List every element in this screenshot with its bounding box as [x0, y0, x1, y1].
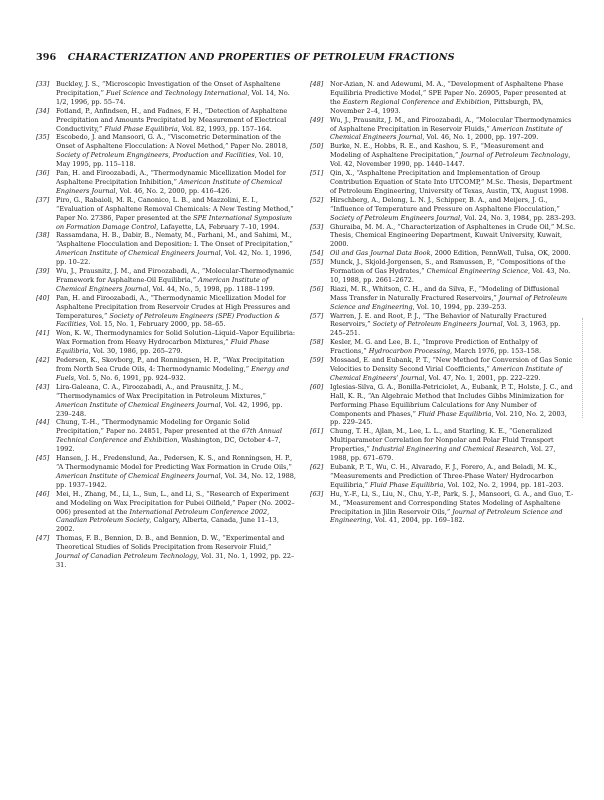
reference-text: , Vol. 27, 1988, pp. 671–679. [330, 445, 556, 463]
reference-entry [310, 383, 576, 428]
reference-entry [36, 329, 296, 356]
reference-source: American Institute of Chemical Engineers Journal [330, 124, 563, 142]
reference-entry [36, 383, 296, 419]
reference-entry [36, 231, 296, 267]
reference-number: [33] [36, 80, 50, 88]
reference-text: Wu, J., Prausnitz, J. M., and Firoozabadi, A., “Molecular Thermodynamics of Asphaltene Precipitation in Reservoir Fluids,” [330, 115, 572, 133]
reference-text: , Vol. 46, No. 2, 2000, pp. 416–426. [115, 186, 232, 195]
reference-text: Nor-Azian, N. and Adewumi, M. A., “Development of Asphaltene Phase Equilibria Predictive Model,” SPE Paper No. 26905, Paper presented at the [330, 80, 567, 106]
reference-text: Hansen, J. H., Fredenslund, Aa., Pedersen, K. S., and Ronningsen, H. P., “A Thermodynamic Model for Predicting Wax Formation in Crude Oils,” [56, 454, 293, 471]
reference-number: [62] [310, 462, 324, 471]
reference-source: American Institute of Chemical Engineers Journal [56, 400, 221, 409]
reference-text: Thomas, F. B., Bennion, D. B., and Bennion, D. W., “Experimental and Theoretical Studies of Solids Precipitation from Reservoir Fluid,” [56, 534, 285, 552]
running-title: CHARACTERIZATION AND PROPERTIES OF PETROLEUM FRACTIONS [67, 52, 455, 63]
reference-entry [36, 80, 296, 107]
reference-text: , Pittsburgh, PA, November 2–4, 1993. [330, 97, 544, 115]
reference-text: , Vol. 30, 1986, pp. 265–279. [88, 347, 183, 356]
reference-entry [310, 142, 576, 169]
reference-number: [43] [36, 382, 50, 391]
reference-number: [55] [310, 258, 324, 267]
reference-number: [45] [36, 454, 50, 463]
reference-number: [46] [36, 489, 50, 498]
reference-number: [38] [36, 231, 50, 240]
reference-number: [53] [310, 222, 324, 231]
reference-entry [36, 196, 296, 232]
reference-source: Society of Petroleum Engngineers, Production and Facilities [56, 151, 255, 160]
reference-number: [50] [310, 142, 324, 151]
reference-entry [36, 294, 296, 330]
running-header [36, 52, 576, 68]
reference-source: Energy and Fuels [56, 365, 290, 382]
reference-text: , Vol. 10, May 1995, pp. 115–118. [56, 151, 284, 169]
reference-source: International Petroleum Conference 2002, Canadian Petroleum Society [56, 507, 270, 525]
reference-entry [310, 80, 576, 116]
reference-source: Fluid Phase Equilibria [418, 409, 492, 418]
reference-number: [41] [36, 329, 50, 338]
reference-text: , Vol. 5, No. 6, 1991, pp. 924–932. [73, 373, 186, 382]
reference-source: 67th Annual Technical Conference and Exhibition [56, 427, 282, 445]
reference-source: Hydrocarbon Processing [368, 347, 451, 356]
reference-entry [36, 490, 296, 535]
reference-text: Hirschberg, A., Delong, L. N. J., Schipper, B. A., and Meijers, J. G., “Influence of Temperature and Pressure on Asphaltene Flocculation,” [330, 195, 560, 213]
reference-entry [310, 463, 576, 490]
reference-text: Rassamdana, H. B., Dabir, B., Nematy, M., Farhani, M., and Sahimi, M., “Asphaltene Flocculation and Deposition: I. The Onset of Precipitation,” [56, 231, 293, 249]
reference-number: [51] [310, 169, 324, 178]
reference-entry [310, 338, 576, 356]
reference-text: , Vol. 3, 1963, pp. 245–251. [330, 320, 561, 338]
reference-source: Fuel Science and Technology International [106, 88, 248, 97]
reference-text: Escobedo, J. and Mansoori, G. A., “Viscometric Determination of the Onset of Asphaltene Flocculation: A Novel Method,” Paper No. 28018, [56, 133, 288, 151]
reference-source: Journal of Canadian Petroleum Technology [56, 552, 198, 561]
reference-entry [36, 454, 296, 490]
reference-source: American Institute of Chemical Engineers Journal [56, 177, 283, 195]
reference-text: , Vol. 10, 1994, pp. 239–253. [412, 302, 507, 311]
reference-number: [37] [36, 195, 50, 204]
reference-source: Fluid Phase Equilibria [56, 338, 270, 356]
reference-entry [310, 116, 576, 143]
reference-text: Pedersen, K., Skovborg, P., and Ronningsen, H. P., “Wax Precipitation from North Sea Crude Oils, 4: Thermodynamic Modeling,” [56, 356, 285, 373]
reference-text: , Vol. 34, No. 12, 1988, pp. 1937–1942. [56, 471, 296, 489]
reference-text: , Vol. 24, No. 3, 1984, pp. 283–293. [460, 213, 576, 222]
reference-number: [52] [310, 195, 324, 204]
reference-number: [63] [310, 489, 324, 498]
reference-text: , Vol. 102, No. 2, 1994, pp. 181–203. [443, 480, 564, 489]
reference-text: Buckley, J. S., “Microscopic Investigation of the Onset of Asphaltene Precipitation,” [56, 80, 281, 97]
reference-number: [42] [36, 356, 50, 365]
reference-entry [310, 258, 576, 285]
reference-entry [310, 249, 576, 258]
reference-source: Eastern Regional Conference and Exhibition [342, 97, 490, 106]
reference-text: , Vol. 82, 1993, pp. 157–164. [177, 124, 272, 133]
reference-source: Journal of Petroleum Science and Engineering [330, 507, 563, 525]
reference-entry [36, 107, 296, 134]
reference-source: Society of Petroleum Engineers (SPE) Production & Facilities [56, 311, 281, 329]
reference-number: [44] [36, 418, 50, 427]
reference-text: , Vol. 31, No. 1, 1992, pp. 22–31. [56, 552, 295, 569]
reference-text: , Vol. 42, No. 1, 1996, pp. 10–22. [56, 249, 292, 267]
reference-source: Fluid Phase Equilibria [104, 124, 178, 133]
reference-number: [34] [36, 106, 50, 115]
reference-entry [310, 169, 576, 196]
reference-text: Won, K. W., Thermodynamics for Solid Solution–Liquid–Vapor Equilibria: Wax Formation from Heavy Hydrocarbon Mixtures,” [56, 329, 296, 347]
reference-source: Journal of Petroleum Science and Engineering [330, 293, 568, 311]
reference-source: American Institute of Chemical Engineers’ Journal [330, 365, 563, 382]
reference-source: Journal of Petroleum Technology [460, 151, 569, 160]
reference-entry [36, 133, 296, 169]
reference-number: [49] [310, 115, 324, 124]
reference-number: [48] [310, 80, 324, 88]
margin-dotted-mark [582, 318, 587, 418]
reference-source: American Institute of Chemical Engineers Journal [56, 249, 221, 258]
reference-source: Society of Petroleum Engineers Journal [330, 213, 461, 222]
reference-source: Fluid Phase Equilibria [370, 480, 444, 489]
reference-text: Pan, H. and Firoozabadi, A., “Thermodynamic Micellization Model for Asphaltene Precipitation from Reservoir Crudes at High Pressures and Temperatures,” [56, 293, 291, 320]
reference-text: Mei, H., Zhang, M., Li, L., Sun, L., and Li, S., “Research of Experiment and Modeling on Wax Precipitation for Pubei Oilfield,” Paper (No. 2002–006) presented at the [56, 489, 295, 516]
reference-number: [40] [36, 293, 50, 302]
reference-number: [47] [36, 534, 50, 543]
reference-text: Mossaad, E. and Eubank, P. T., “New Method for Conversion of Gas Sonic Velocities to Density Second Virial Coefficients,” [330, 356, 573, 373]
reference-text: Eubank, P. T., Wu, C. H., Alvarado, F. J., Forero, A., and Beladi, M. K., “Measurements and Prediction of Three-Phase Water/ Hydrocarbon Equilibria,” [330, 462, 557, 489]
reference-number: [57] [310, 311, 324, 320]
reference-source: Chemical Engineering Science [426, 267, 528, 276]
reference-text: Wu, J., Prausnitz, J. M., and Firoozabadi, A., “Molecular-Thermodynamic Framework for Asphaltene-Oil Equilibria,” [56, 267, 294, 284]
reference-text: Burke, N. E., Hobbs, R. E., and Kashou, S. F., “Measurement and Modeling of Asphaltene Precipitation,” [330, 142, 544, 160]
reference-source: American Institute of Chemical Engineers Journal [56, 275, 269, 293]
reference-entry [36, 534, 296, 570]
reference-text: , 2000 Edition, PennWell, Tulsa, OK, 2000. [430, 249, 571, 258]
reference-text: , Vol. 44, No., 5, 1998, pp. 1188–1199. [148, 284, 275, 293]
reference-text: Kesler, M. G. and Lee, B. I., “Improve Prediction of Enthalpy of Fractions,” [330, 338, 538, 356]
reference-text: Qin, X., “Asphaltene Precipitation and Implementation of Group Contribution Equation of State Into UTCOMP,” M.Sc. Thesis, Department of Petroleum Engineering, University of Texas, Austin, TX, August 1998. [330, 169, 573, 195]
reference-number: [54] [310, 249, 324, 258]
reference-source: SPE International Symposium on Formation Damage Control [56, 213, 293, 231]
reference-text: Chung, T.-H., “Thermodynamic Modeling for Organic Solid Precipitation,” Paper no. 24851, Paper presented at the [56, 418, 250, 436]
reference-text: Iglesias-Silva, G. A., Bonilla-Petriciolet, A., Eubank, P. T., Holste, J. C., and Hall, K. R., “An Algebraic Method that Includes Gibbs Minimization for Performing Phase Equilibrium Calculations for Any Number of Components and Phases,” [330, 382, 573, 418]
reference-entry [36, 169, 296, 196]
reference-text: Piro, G., Rabaioli, M. R., Canonico, L. B., and Mazzolini, E. I., “Evaluation of Asphaltene Removal Chemicals: A New Testing Method,” Paper No. 27386, Paper presented at the [56, 195, 294, 222]
reference-text: , Vol. 210, No. 2, 2003, pp. 229–245. [330, 409, 567, 427]
reference-text: , Vol. 43, No. 10, 1988, pp. 2661–2672. [330, 267, 571, 284]
reference-text: , March 1976, pp. 153–158. [450, 347, 542, 356]
reference-entry [310, 312, 576, 339]
reference-number: [56] [310, 284, 324, 293]
reference-number: [61] [310, 427, 324, 436]
reference-text: , Vol. 41, 2004, pp. 169–182. [370, 516, 465, 525]
reference-source: Society of Petroleum Engineers Journal [372, 320, 503, 329]
reference-text: , Vol. 15, No. 1, February 2000, pp. 58–65. [85, 320, 226, 329]
reference-entry [310, 196, 576, 223]
reference-number: [60] [310, 382, 324, 391]
reference-entry [310, 490, 576, 526]
reference-entry [310, 427, 576, 463]
reference-text: Fotland, P., Anfindsen, H., and Fadnes, F. H., “Detection of Asphaltene Precipitation and Amounts Precipitated by Measurement of Electrical Conductivity,” [56, 106, 288, 133]
reference-text: Hu, Y.-F., Li, S., Liu, N., Chu, Y.-P., Park, S. J., Mansoori, G. A., and Guo, T.-M., “Measurement and Corresponding States Modeling of Asphaltene Precipitation in Jilin Reservoir Oils,” [330, 489, 574, 516]
reference-source: Oil and Gas Journal Data Book [330, 249, 431, 258]
reference-number: [58] [310, 338, 324, 347]
reference-text: Munck, J., Skjold-Jorgensen, S., and Rsmussen, P., “Compositions of the Formation of Gas Hydrates,” [330, 258, 566, 276]
reference-text: , Vol. 47, No. 1, 2001, pp. 222–229. [424, 373, 541, 382]
reference-entry [310, 223, 576, 250]
reference-text: Ghuraiba, M. M. A., “Characterization of Asphaltenes in Crude Oil,” M.Sc. Thesis, Chemical Engineering Department, Kuwait University, Kuwait, 2000. [330, 222, 576, 249]
reference-entry [36, 418, 296, 454]
reference-entry [310, 356, 576, 383]
reference-entry [36, 356, 296, 383]
reference-text: , Vol. 42, 1996, pp. 239–248. [56, 400, 283, 418]
reference-source: Industrial Engineering and Chemical Research [371, 445, 527, 454]
reference-number: [59] [310, 356, 324, 365]
reference-text: Chung, T. H., Ajlan, M., Lee, L. L., and Starling, K. E., “Generalized Multiparameter Correlation for Nonpolar and Polar Fluid Transport Properties,” [330, 427, 554, 454]
reference-text: Warren, J. E. and Root, P. J., “The Behavior of Naturally Fractured Reservoirs,” [330, 311, 547, 329]
reference-source: American Institute of Chemical Engineers Journal [56, 471, 221, 480]
reference-text: Riazi, M. R., Whitson, C. H., and da Silva, F., “Modeling of Diffusional Mass Transfer in Naturally Fractured Reservoirs,” [330, 284, 560, 302]
reference-entry [36, 267, 296, 294]
reference-number: [35] [36, 133, 50, 142]
reference-entry [310, 285, 576, 312]
references-right-column [310, 80, 576, 525]
reference-text: , Washington, DC, October 4–7, 1992. [56, 436, 281, 454]
page-number: 396 [36, 52, 57, 63]
reference-text: , Vol. 46, No. 1, 2000, pp. 197–209. [422, 133, 539, 142]
reference-text: , Calgary, Alberta, Canada, June 11–13, 2002. [56, 516, 279, 534]
reference-number: [36] [36, 169, 50, 178]
references-left-column [36, 80, 296, 570]
reference-text: , Vol. 14, No. 1/2, 1996, pp. 55–74. [56, 88, 290, 106]
reference-text: Lira-Galeana, C. A., Firoozabadi, A., and Prausnitz, J. M., “Thermodynamics of Wax Precipitation in Petroleum Mixtures,” [56, 382, 266, 400]
reference-number: [39] [36, 267, 50, 276]
reference-text: , Vol. 42, November 1990, pp. 1440–1447. [330, 151, 571, 169]
reference-text: , Lafayette, LA, February 7–10, 1994. [156, 222, 280, 231]
reference-text: Pan, H. and Firoozabadi, A., “Thermodynamic Micellization Model for Asphaltene Precipitation Inhibition,” [56, 169, 286, 186]
